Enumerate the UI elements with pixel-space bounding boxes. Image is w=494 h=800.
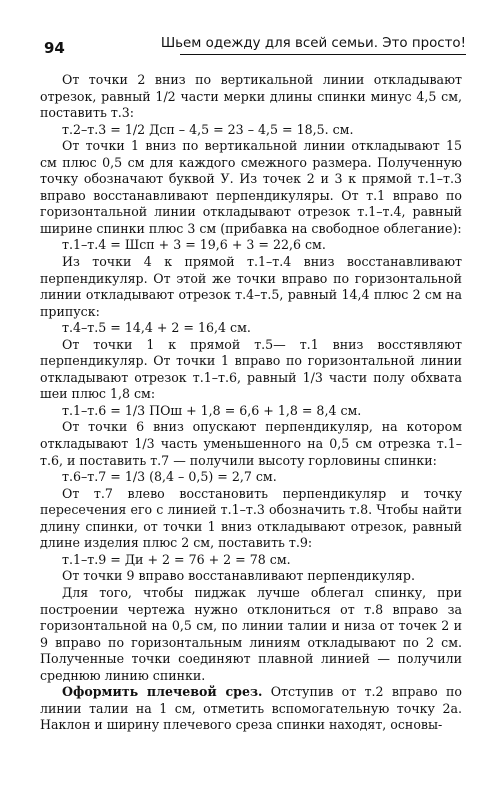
paragraph: Из точки 4 к прямой т.1–т.4 вниз восстанавливают перпендикуляр. От этой же точки вправо по горизонтальной линии откладывают отрезок т.4–т.5, равный 14,4 плюс 2 см на припуск: bbox=[40, 254, 462, 319]
page-number: 94 bbox=[44, 39, 65, 57]
formula-line: т.4–т.5 = 14,4 + 2 = 16,4 см. bbox=[62, 320, 251, 336]
running-title: Шьем одежду для всей семьи. Это просто! bbox=[160, 36, 466, 51]
paragraph-text: Отступив от т.2 вправо по линии талии на 1 см, отметить вспомогательную точку 2а. Наклон и ширину плечевого среза спинки находят, основы- bbox=[40, 684, 462, 733]
paragraph: Для того, чтобы пиджак лучше облегал спинку, при построении чертежа нужно отклониться от т.8 вправо за горизонтальной на 0,5 см, по линии талии и низа от точек 2 и 9 вправо по горизонтальным линиям откладывают по 2 см. Полученные точки соединяют плавной линией — получили среднюю линию спинки. bbox=[40, 584, 462, 683]
paragraph: От т.7 влево восстановить перпендикуляр и точку пересечения его с линией т.1–т.3 обозначить т.8. Чтобы найти длину спинки, от точки 1 вниз откладывают отрезок, равный длине изделия плюс 2 см, поставить т.9: bbox=[40, 485, 462, 551]
paragraph-shoulder bbox=[40, 684, 462, 734]
body-text bbox=[40, 72, 462, 734]
section-lead: Оформить плечевой срез. bbox=[62, 684, 263, 700]
header-rule bbox=[180, 54, 466, 55]
paragraph: От точки 9 вправо восстанавливают перпендикуляр. bbox=[62, 568, 415, 584]
formula-line: т.2–т.3 = 1/2 Дсп – 4,5 = 23 – 4,5 = 18,5. см. bbox=[62, 121, 354, 137]
formula-line: т.6–т.7 = 1/3 (8,4 – 0,5) = 2,7 см. bbox=[62, 469, 277, 485]
paragraph: От точки 1 вниз по вертикальной линии откладывают 15 см плюс 0,5 см для каждого смежного размера. Полученную точку обозначают буквой У. Из точек 2 и 3 к прямой т.1–т.3 вправо восстанавливают перпендикуляры. От т.1 вправо по горизонтальной линии откладывают отрезок т.1–т.4, равный ширине спинки плюс 3 см (прибавка на свободное облегание): bbox=[40, 138, 462, 236]
formula-line: т.1–т.6 = 1/3 ПОш + 1,8 = 6,6 + 1,8 = 8,4 см. bbox=[62, 402, 362, 418]
paragraph: От точки 1 к прямой т.5— т.1 вниз восстявляют перпендикуляр. От точки 1 вправо по горизонтальной линии откладывают отрезок т.1–т.6, равный 1/3 части полу обхвата шеи плюс 1,8 см: bbox=[40, 336, 462, 402]
paragraph: От точки 6 вниз опускают перпендикуляр, на котором откладывают 1/3 часть уменьшенного на 0,5 см отрезка т.1–т.6, и поставить т.7 — получили высоту горловины спинки: bbox=[40, 419, 462, 468]
formula-line: т.1–т.4 = Шсп + 3 = 19,6 + 3 = 22,6 см. bbox=[62, 237, 326, 253]
paragraph: От точки 2 вниз по вертикальной линии откладывают отрезок, равный 1/2 части мерки длины спинки минус 4,5 см, поставить т.3: bbox=[40, 72, 462, 121]
page-header bbox=[40, 0, 466, 58]
formula-line: т.1–т.9 = Ди + 2 = 76 + 2 = 78 см. bbox=[62, 551, 291, 567]
